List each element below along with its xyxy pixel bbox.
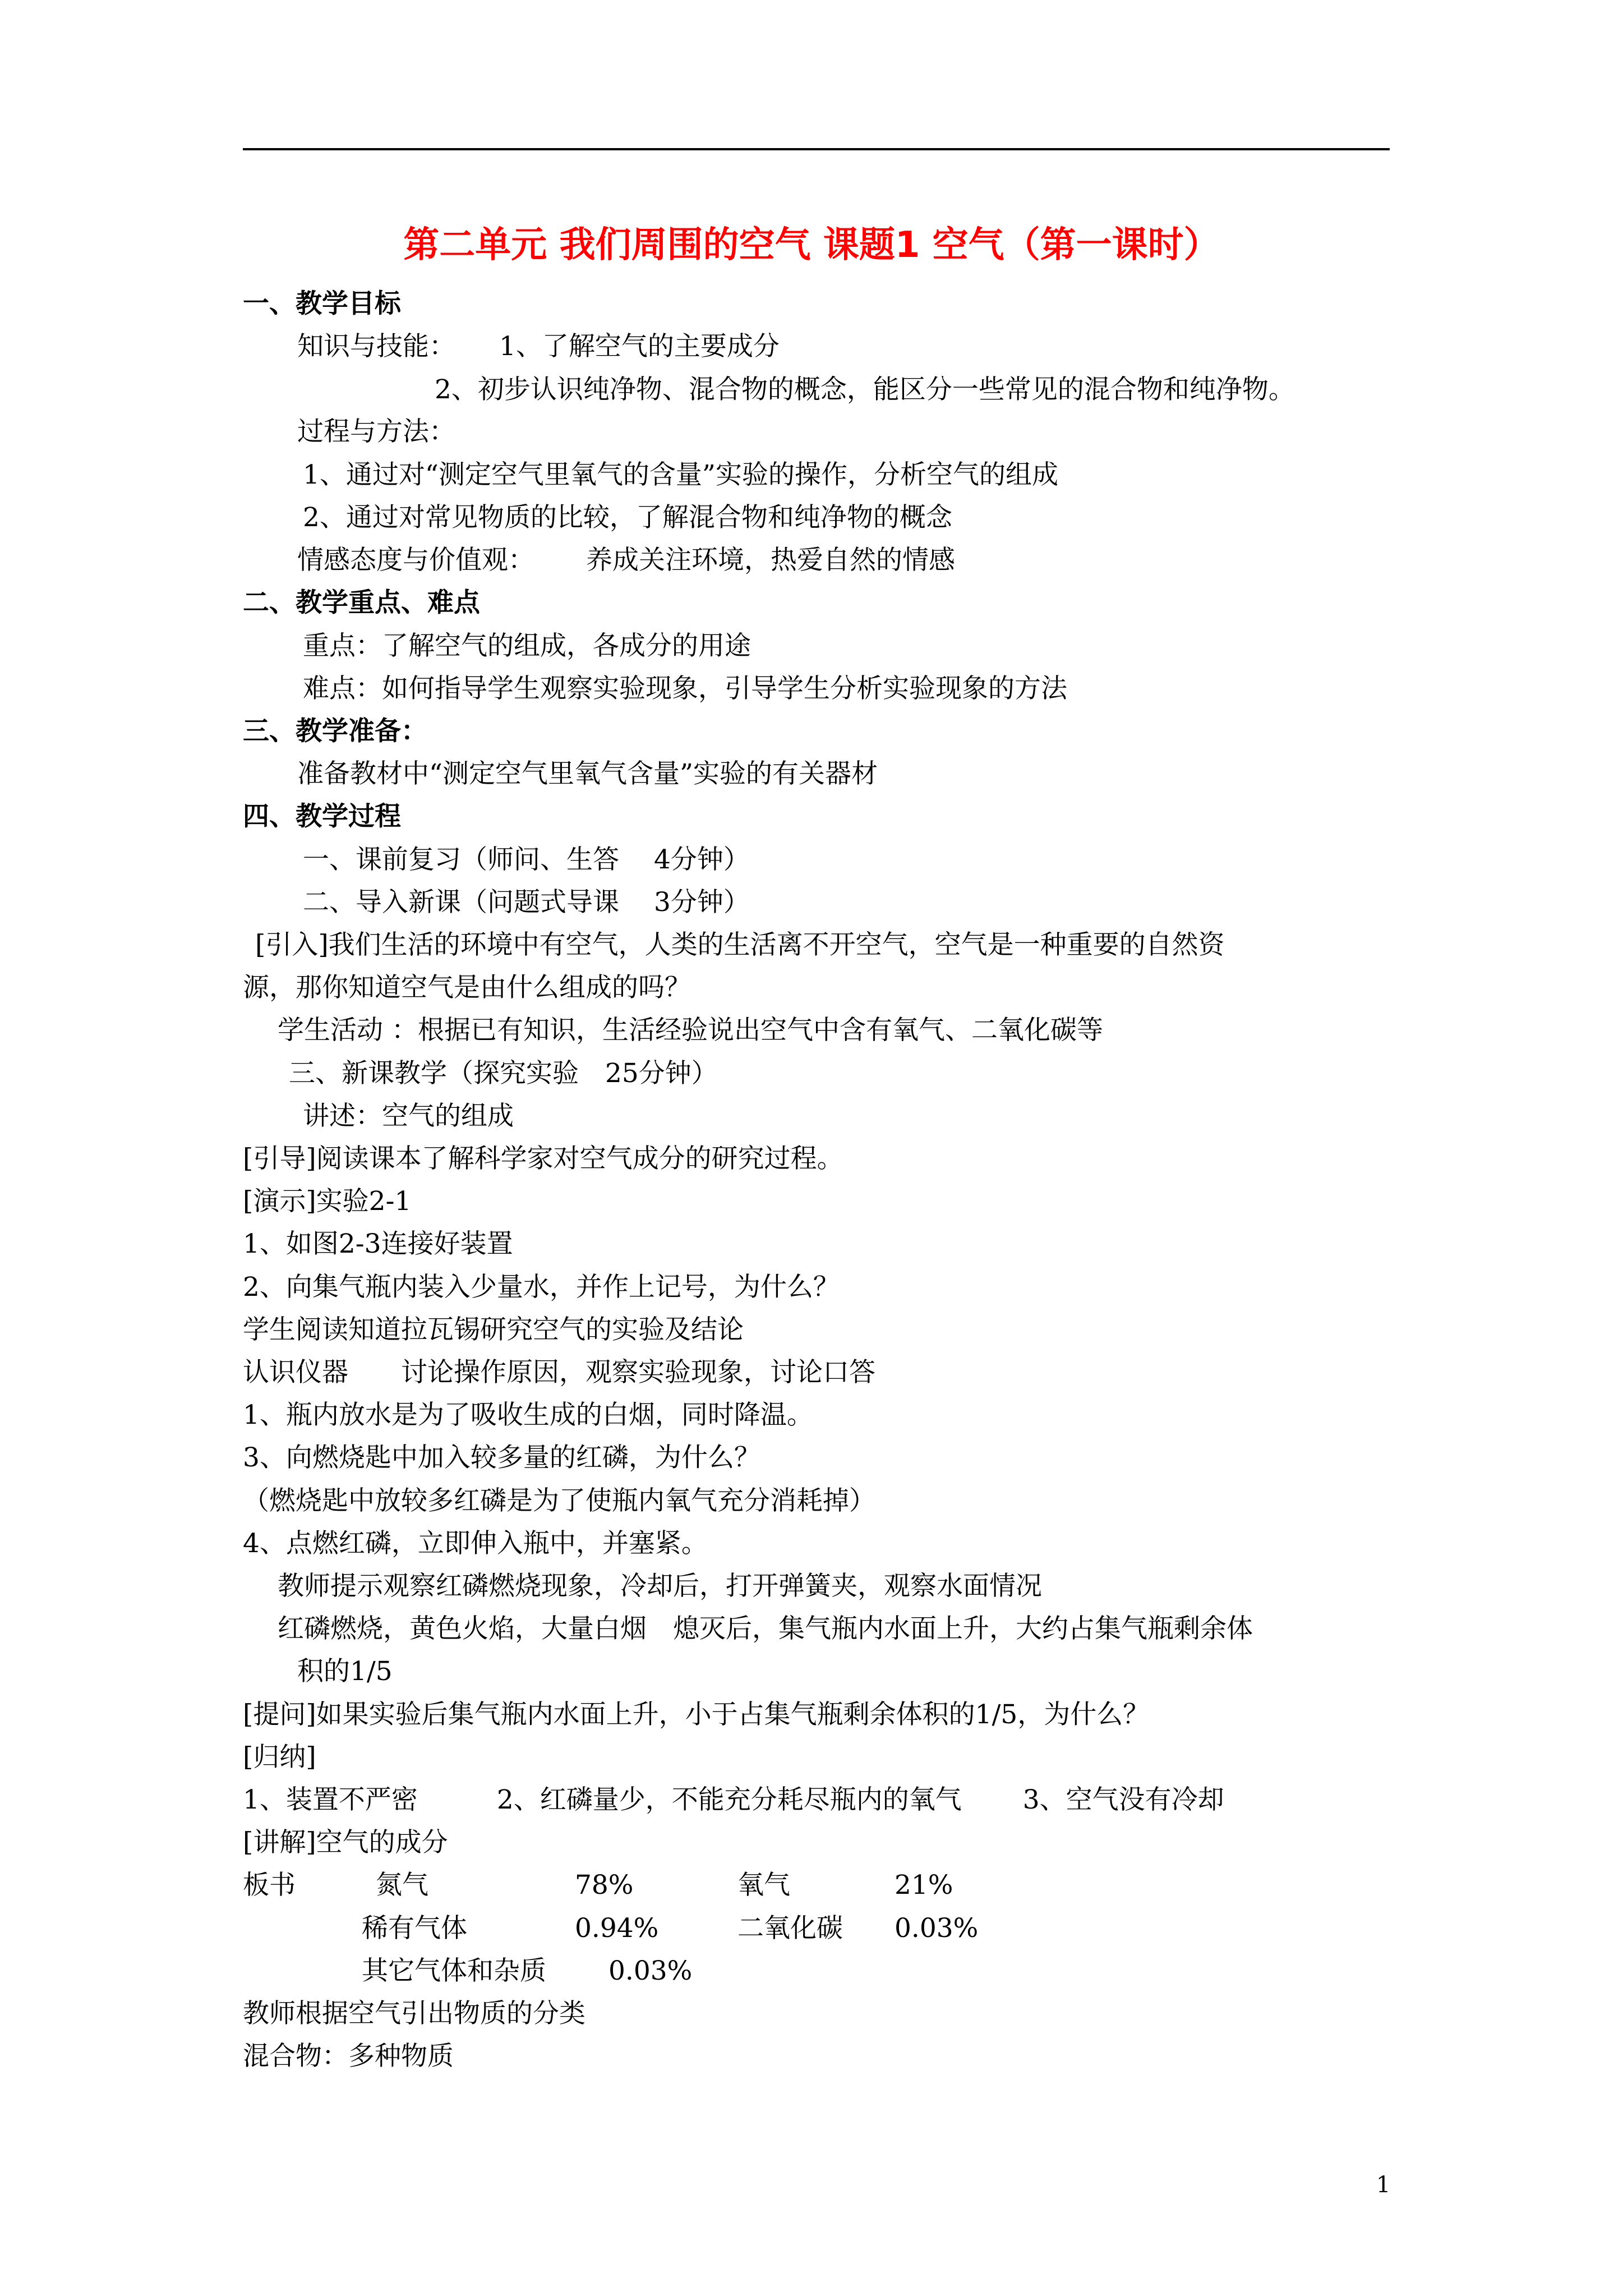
section-heading-process: 四、教学过程: [243, 801, 401, 832]
process-line: 二、导入新课（问题式导课 3分钟）: [303, 887, 750, 918]
section-heading-keypoints: 二、教学重点、难点: [243, 587, 480, 618]
process-line: 1、瓶内放水是为了吸收生成的白烟，同时降温。: [243, 1400, 813, 1430]
process-line: [讲解]空气的成分: [243, 1827, 448, 1858]
process-line: [演示]实验2-1: [243, 1186, 412, 1217]
process-line: 教师提示观察红磷燃烧现象，冷却后，打开弹簧夹，观察水面情况: [278, 1571, 1042, 1602]
process-line: 一、课前复习（师问、生答 4分钟）: [303, 844, 750, 875]
process-line: 讲述：空气的组成: [303, 1101, 514, 1131]
board-label: 板书: [243, 1870, 296, 1901]
process-line: 源，那你知道空气是由什么组成的吗？: [243, 972, 691, 1003]
knowledge-label: 知识与技能：: [297, 331, 455, 362]
process-label: 过程与方法：: [297, 416, 455, 447]
other-gas-percent: 0.03%: [608, 1955, 693, 1986]
process-line: 红磷燃烧，黄色火焰，大量白烟 熄灭后，集气瓶内水面上升，大约占集气瓶剩余体: [278, 1613, 1253, 1644]
process-line: 1、装置不严密 2、红磷量少，不能充分耗尽瓶内的氧气 3、空气没有冷却: [243, 1784, 1224, 1815]
process-line: 1、如图2-3连接好装置: [243, 1228, 513, 1259]
closing-line-2: 混合物：多种物质: [243, 2041, 454, 2072]
process-line: （燃烧匙中放较多红磷是为了使瓶内氧气充分消耗掉）: [243, 1485, 875, 1516]
process-line: 4、点燃红磷，立即伸入瓶中，并塞紧。: [243, 1528, 708, 1559]
process-item-2: 2、通过对常见物质的比较，了解混合物和纯净物的概念: [303, 502, 952, 533]
preparation-text: 准备教材中“测定空气里氧气含量”实验的有关器材: [297, 758, 878, 789]
process-line: [提问]如果实验后集气瓶内水面上升，小于占集气瓶剩余体积的1/5，为什么？: [243, 1699, 1150, 1730]
emotion-label: 情感态度与价值观：: [297, 545, 534, 576]
knowledge-item-2: 2、初步认识纯净物、混合物的概念，能区分一些常见的混合物和纯净物。: [435, 374, 1295, 405]
co2-percent: 0.03%: [895, 1913, 979, 1944]
process-line: 积的1/5: [297, 1656, 393, 1687]
process-line: 三、新课教学（探究实验 25分钟）: [289, 1058, 718, 1089]
process-line: 2、向集气瓶内装入少量水，并作上记号，为什么？: [243, 1272, 840, 1303]
page-number: 1: [1376, 2172, 1391, 2198]
knowledge-item-1: 1、了解空气的主要成分: [499, 331, 780, 362]
section-heading-objectives: 一、教学目标: [243, 288, 401, 319]
process-line: 学生阅读知道拉瓦锡研究空气的实验及结论: [243, 1314, 744, 1345]
other-gas-name: 其它气体和杂质: [362, 1955, 546, 1986]
closing-line-1: 教师根据空气引出物质的分类: [243, 1998, 585, 2029]
oxygen-percent: 21%: [895, 1870, 953, 1901]
nitrogen-percent: 78%: [575, 1870, 634, 1901]
process-line: [归纳]: [243, 1742, 316, 1773]
process-line: 认识仪器 讨论操作原因，观察实验现象，讨论口答: [243, 1357, 875, 1388]
noble-gas-name: 稀有气体: [362, 1913, 467, 1944]
focus-text: 重点：了解空气的组成，各成分的用途: [303, 631, 751, 661]
header-rule: [243, 148, 1390, 150]
noble-gas-percent: 0.94%: [575, 1913, 659, 1944]
oxygen-name: 氧气: [737, 1870, 790, 1901]
process-line: 学生活动 ：根据已有知识，生活经验说出空气中含有氧气、二氧化碳等: [278, 1015, 1103, 1046]
process-item-1: 1、通过对“测定空气里氧气的含量”实验的操作，分析空气的组成: [303, 459, 1058, 490]
difficulty-text: 难点：如何指导学生观察实验现象，引导学生分析实验现象的方法: [303, 673, 1067, 704]
emotion-text: 养成关注环境，热爱自然的情感: [586, 545, 955, 576]
co2-name: 二氧化碳: [737, 1913, 843, 1944]
process-line: [引入]我们生活的环境中有空气，人类的生活离不开空气，空气是一种重要的自然资: [255, 930, 1225, 960]
process-line: 3、向燃烧匙中加入较多量的红磷，为什么？: [243, 1442, 760, 1473]
process-line: [引导]阅读课本了解科学家对空气成分的研究过程。: [243, 1143, 843, 1174]
section-heading-preparation: 三、教学准备：: [243, 716, 427, 747]
nitrogen-name: 氮气: [376, 1870, 428, 1901]
page-title: 第二单元 我们周围的空气 课题1 空气（第一课时）: [403, 224, 1220, 266]
